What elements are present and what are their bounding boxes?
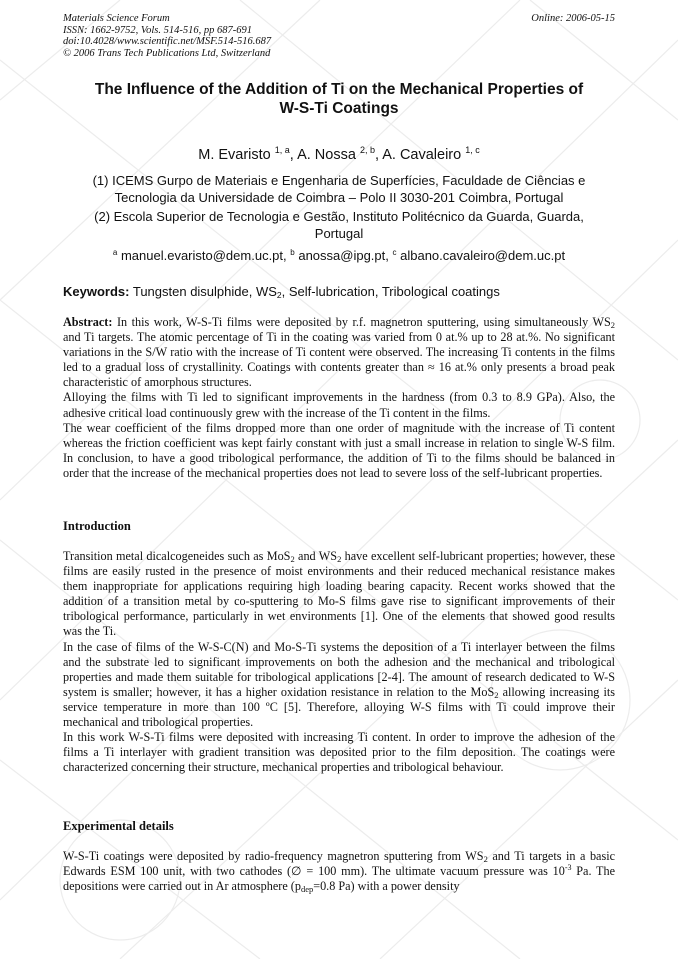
abstract-label: Abstract:: [63, 315, 113, 329]
author-emails: $^a$ manuel.evaristo@dem.uc.pt, $^b$ anossa@ipg.pt, $^c$ albano.cavaleiro@dem.uc.pt: [112, 248, 566, 263]
keywords: Keywords: Tungsten disulphide, $WS_2$, Self-lubrication, Tribological coatings: [63, 284, 500, 300]
intro-paragraph: In this work W-S-Ti films were deposited with increasing Ti content. In order to improve the adhesion of the films a Ti interlayer with gradient transition was deposited prior to the film deposition. The coatings were characterized concerning their structure, mechanical properties and tribological behaviour.: [63, 730, 615, 775]
author-name: A. Cavaleiro: [382, 147, 462, 163]
paper-title: [63, 80, 615, 118]
affiliation-1: (1) ICEMS Gurpo de Materiais e Engenharia de Superfícies, Faculdade de Ciências e Tecnologia da Universidade de Coimbra – Polo II 3030-201 Coimbra, Portugal: [92, 173, 586, 205]
section-heading-experimental: Experimental details: [63, 819, 174, 833]
journal-issn: ISSN: 1662-9752, Vols. 514-516, pp 687-691: [63, 24, 252, 36]
journal-copyright: © 2006 Trans Tech Publications Ltd, Switzerland: [63, 47, 271, 59]
intro-paragraph: In the case of films of the W-S-C(N) and Mo-S-Ti systems the deposition of a Ti interlayer between the films and the substrate led to significant improvements on both the adhesion and the mechanical and tribological properties and made them suitable for tribological applications [2-4]. The amount of research dedicated to W-S system is smaller; however, it has a higher oxidation resistance in relation to the MoS$_2$ allowing increasing its service temperature in more than 100 ºC [5]. Therefore, alloying W-S films with Ti could improve their mechanical and tribological properties.: [63, 639, 615, 730]
title-line-1: The Influence of the Addition of Ti on the Mechanical Properties of: [94, 81, 584, 98]
experimental-paragraph: W-S-Ti coatings were deposited by radio-frequency magnetron sputtering from $WS_2$ and Ti targets in a basic Edwards ESM 100 unit, with two cathodes (∅ = 100 mm). The ultimate vacuum pressure was $10^{-3}$ Pa. The depositions were carried out in Ar atmosphere ($p_{dep}=0.8$ Pa) with a power density: [63, 849, 616, 895]
email-link[interactable]: albano.cavaleiro@dem.uc.pt: [400, 248, 566, 263]
experimental-body: [63, 849, 615, 894]
abstract-paragraph: Abstract: In this work, W-S-Ti films were deposited by r.f. magnetron sputtering, using simultaneously $WS_2$ and Ti targets. The atomic percentage of Ti in the coating was varied from 0 at.% up to 28 at.%. No significant variations in the S/W ratio with the increase of Ti content were observed. The increasing Ti contents in the films led to a gradual loss of crystallinity. Coatings with contents greater than ≈ 16 at.% only presents a broad peak characteristic of amorphous structures.: [63, 315, 615, 390]
author-list: M. Evaristo $^{1, a}$, A. Nossa $^{2, b}$, A. Cavaleiro $^{1, c}$: [198, 145, 480, 163]
journal-doi: doi:10.4028/www.scientific.net/MSF.514-516.687: [63, 36, 272, 47]
affiliation-2: (2) Escola Superior de Tecnologia e Gestão, Instituto Politécnico da Guarda, Guarda, Portugal: [94, 209, 584, 241]
author-name: M. Evaristo: [198, 147, 271, 163]
author-affiliation-mark: 1, a: [274, 145, 290, 155]
email-link[interactable]: anossa@ipg.pt: [298, 248, 386, 263]
introduction-body: [63, 549, 615, 775]
author-affiliation-mark: 1, c: [465, 145, 480, 155]
keywords-label: Keywords:: [63, 284, 130, 299]
journal-name: Materials Science Forum: [63, 13, 170, 24]
author-name: A. Nossa: [297, 147, 356, 163]
email-link[interactable]: manuel.evaristo@dem.uc.pt: [120, 248, 284, 263]
abstract-paragraph: Alloying the films with Ti led to significant improvements in the hardness (from 0.3 to 8.9 GPa). Also, the adhesive critical load continuously grew with the increase of the Ti content in the films.: [63, 390, 615, 420]
online-date: Online: 2006-05-15: [531, 13, 615, 24]
journal-header: [63, 13, 463, 59]
section-heading-introduction: Introduction: [63, 519, 131, 533]
abstract-paragraph: The wear coefficient of the films dropped more than one order of magnitude with the increase of Ti content whereas the friction coefficient was kept fairly constant with just a small increase in relation to single W-S film. In conclusion, to have a good tribological performance, the addition of Ti to the films should be balanced in order that the increase of the mechanical properties does not lead to severe loss of the self-lubricant properties.: [63, 420, 615, 480]
author-affiliation-mark: 2, b: [359, 145, 375, 155]
intro-paragraph: Transition metal dicalcogeneides such as MoS$_2$ and $WS_2$ have excellent self-lubricant properties; however, these films are easily rusted in the presence of moist environments and their reduced mechanical resistance makes them inappropriate for applications requiring high loading bearing capacity. Recent works showed that the addition of a transition metal by co-sputtering to Mo-S films gave rise to significant improvements of their tribological performance, particularly in wet environments [1]. One of the elements that showed good results was the Ti.: [63, 549, 615, 639]
title-line-2: W-S-Ti Coatings: [279, 100, 399, 117]
abstract: [63, 315, 615, 481]
